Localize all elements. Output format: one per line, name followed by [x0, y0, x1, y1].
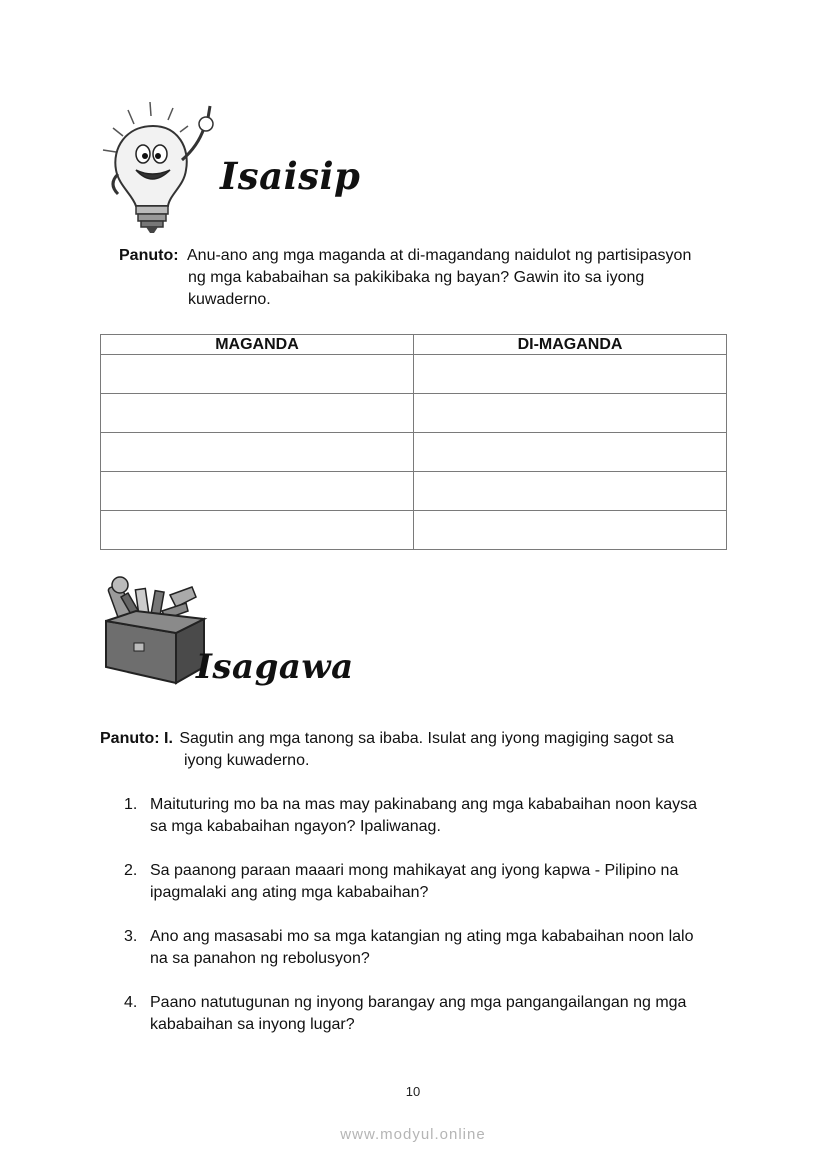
isagawa-instruction	[100, 728, 730, 750]
table-cell-maganda	[101, 355, 414, 394]
question-item	[100, 860, 730, 904]
question-number: 2.	[124, 862, 138, 879]
table-row	[101, 355, 727, 394]
table-row	[101, 511, 727, 550]
table-cell-maganda	[101, 433, 414, 472]
question-text-line-1: Ano ang masasabi mo sa mga katangian ng ating mga kababaihan noon lalo	[150, 928, 694, 945]
header-di-maganda: DI-MAGANDA	[414, 335, 727, 355]
isagawa-title: Isagawa	[196, 647, 354, 687]
question-text-line-2: sa mga kababaihan ngayon? Ipaliwanag.	[150, 818, 441, 835]
question-list	[100, 794, 730, 1058]
table-row	[101, 394, 727, 433]
page-number: 10	[405, 1084, 421, 1099]
toolbox-icon	[100, 575, 210, 690]
question-item	[100, 794, 730, 838]
question-text-line-1: Maituturing mo ba na mas may pakinabang ang mga kababaihan noon kaysa	[150, 796, 698, 813]
question-number: 4.	[124, 994, 138, 1011]
table-cell-di-maganda	[414, 394, 727, 433]
question-item	[100, 926, 730, 970]
table-row	[101, 472, 727, 511]
panuto-label: Panuto:	[119, 247, 179, 264]
question-text-line-2: ipagmalaki ang ating mga kababaihan?	[150, 884, 429, 901]
question-text-line-1: Paano natutugunan ng inyong barangay ang mga pangangailangan ng mga	[150, 994, 687, 1011]
table-cell-di-maganda	[414, 433, 727, 472]
question-text-line-2: na sa panahon ng rebolusyon?	[150, 950, 370, 967]
question-number: 3.	[124, 928, 138, 945]
isaisip-title: Isaisip	[220, 154, 361, 198]
question-text-line-2: kababaihan sa inyong lugar?	[150, 1016, 355, 1033]
lightbulb-mascot-icon	[98, 98, 228, 238]
question-text-line-1: Sa paanong paraan maaari mong mahikayat ang iyong kapwa - Pilipino na	[150, 862, 679, 879]
instruction-line-1: Sagutin ang mga tanong sa ibaba. Isulat ang iyong magiging sagot sa	[179, 730, 674, 747]
table-row	[101, 433, 727, 472]
header-maganda: MAGANDA	[101, 335, 414, 355]
table-cell-maganda	[101, 511, 414, 550]
table-header-row	[101, 335, 727, 355]
table-cell-di-maganda	[414, 355, 727, 394]
table-cell-maganda	[101, 472, 414, 511]
table-cell-di-maganda	[414, 472, 727, 511]
instruction-line-2: ng mga kababaihan sa pakikibaka ng bayan? Gawin ito sa iyong	[188, 269, 645, 286]
maganda-dimaganda-table	[100, 334, 727, 550]
question-number: 1.	[124, 796, 138, 813]
instruction-line-2: iyong kuwaderno.	[184, 752, 310, 769]
instruction-line-1: Anu-ano ang mga maganda at di-magandang naidulot ng partisipasyon	[187, 247, 692, 264]
watermark: www.modyul.online	[340, 1126, 486, 1143]
table-cell-maganda	[101, 394, 414, 433]
question-item	[100, 992, 730, 1036]
instruction-line-3: kuwaderno.	[188, 291, 271, 308]
panuto-label: Panuto: I.	[100, 730, 173, 747]
isaisip-instruction	[119, 245, 739, 267]
table-cell-di-maganda	[414, 511, 727, 550]
